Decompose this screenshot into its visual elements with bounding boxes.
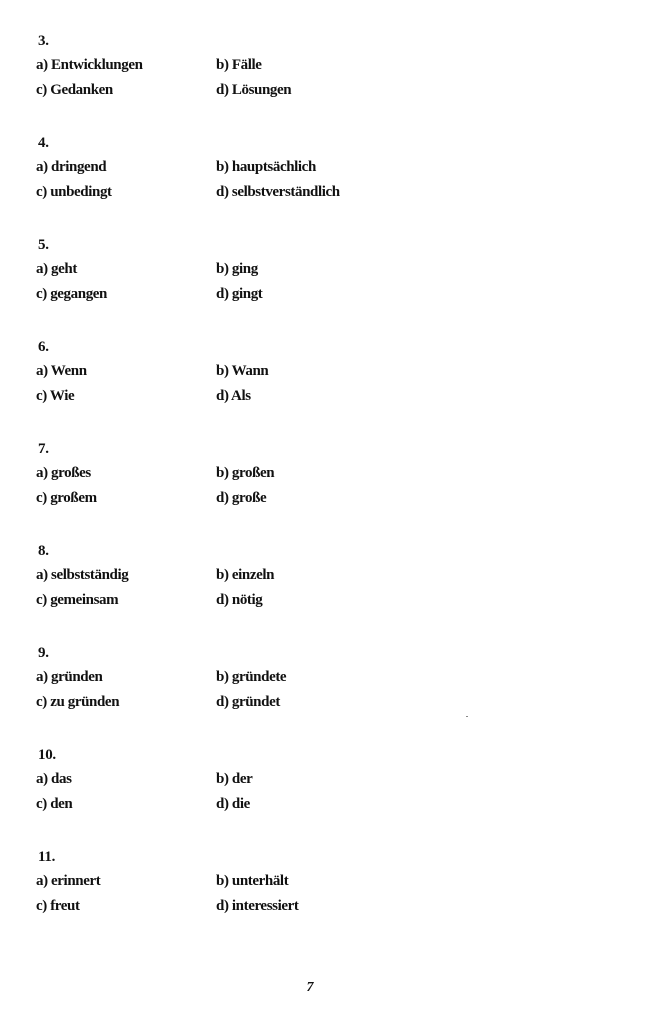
option-a: a) Wenn xyxy=(36,363,87,379)
option-c: c) zu gründen xyxy=(36,694,120,710)
option-d: d) große xyxy=(216,490,267,506)
question-number: 6. xyxy=(38,339,49,355)
option-b: b) gründete xyxy=(216,669,287,685)
option-b: b) unterhält xyxy=(216,873,289,889)
option-d: d) gingt xyxy=(216,286,263,302)
option-a: a) erinnert xyxy=(36,873,101,889)
option-d: d) Lösungen xyxy=(216,82,292,98)
option-c: c) Gedanken xyxy=(36,82,113,98)
question-9 xyxy=(0,644,652,724)
question-7 xyxy=(0,440,652,520)
option-d: d) selbstverständlich xyxy=(216,184,340,200)
option-b: b) hauptsächlich xyxy=(216,159,316,175)
question-3 xyxy=(0,32,652,112)
option-c: c) freut xyxy=(36,898,80,914)
option-c: c) gemeinsam xyxy=(36,592,119,608)
question-5 xyxy=(0,236,652,316)
option-d: d) die xyxy=(216,796,250,812)
question-number: 11. xyxy=(38,849,56,865)
question-number: 8. xyxy=(38,543,49,559)
question-6 xyxy=(0,338,652,418)
option-b: b) der xyxy=(216,771,253,787)
option-a: a) selbstständig xyxy=(36,567,129,583)
option-b: b) Wann xyxy=(216,363,269,379)
option-a: a) dringend xyxy=(36,159,107,175)
question-4 xyxy=(0,134,652,214)
option-b: b) ging xyxy=(216,261,258,277)
option-d: d) nötig xyxy=(216,592,263,608)
question-number: 9. xyxy=(38,645,49,661)
option-c: c) den xyxy=(36,796,73,812)
option-a: a) das xyxy=(36,771,72,787)
question-number: 7. xyxy=(38,441,49,457)
option-b: b) großen xyxy=(216,465,275,481)
question-8 xyxy=(0,542,652,622)
scan-speck xyxy=(466,716,468,717)
question-11 xyxy=(0,848,652,928)
option-c: c) Wie xyxy=(36,388,75,404)
option-a: a) geht xyxy=(36,261,77,277)
option-c: c) unbedingt xyxy=(36,184,112,200)
question-number: 4. xyxy=(38,135,49,151)
question-number: 5. xyxy=(38,237,49,253)
question-number: 3. xyxy=(38,33,49,49)
question-10 xyxy=(0,746,652,826)
option-d: d) gründet xyxy=(216,694,280,710)
option-a: a) gründen xyxy=(36,669,103,685)
option-a: a) großes xyxy=(36,465,91,481)
option-d: d) Als xyxy=(216,388,251,404)
question-number: 10. xyxy=(38,747,56,763)
option-c: c) gegangen xyxy=(36,286,108,302)
option-b: b) einzeln xyxy=(216,567,275,583)
option-d: d) interessiert xyxy=(216,898,299,914)
option-b: b) Fälle xyxy=(216,57,262,73)
page-number: 7 xyxy=(306,980,314,995)
option-c: c) großem xyxy=(36,490,97,506)
option-a: a) Entwicklungen xyxy=(36,57,143,73)
